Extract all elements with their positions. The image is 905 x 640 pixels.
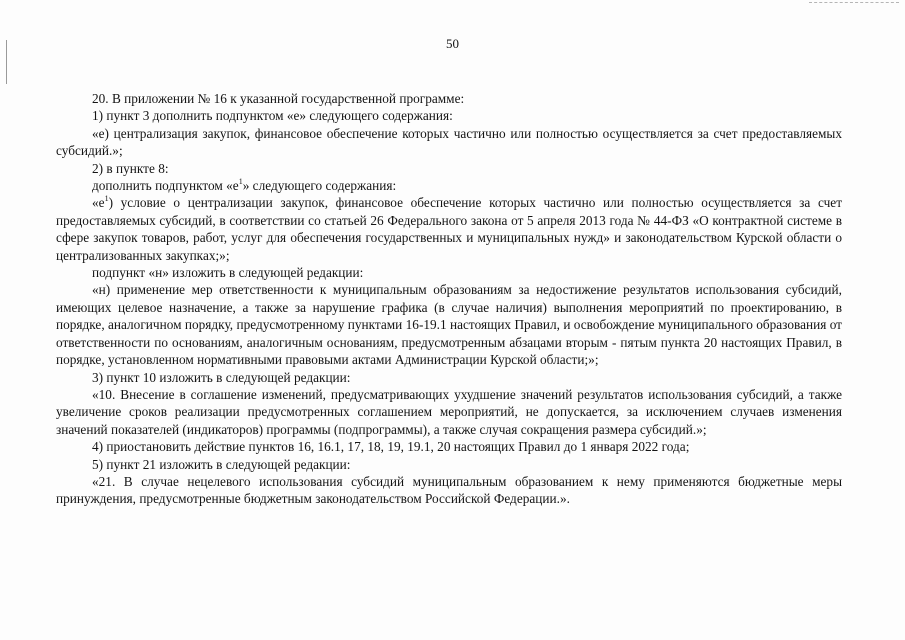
- paragraph: 4) приостановить действие пунктов 16, 16.1, 17, 18, 19, 19.1, 20 настоящих Правил до 1 января 2022 года;: [92, 439, 690, 455]
- page-number: 50: [446, 36, 459, 51]
- paragraph-text: ) условие о централизации закупок, финансовое обеспечение которых частично или полностью осуществляется за счет предоставляемых субсидий, в соответствии со статьей 26 Федерального закона от 5 апреля 2013 года № 44-ФЗ «О контрактной системе в сфере закупок товаров, работ, услуг для обеспечения государственных и муниципальных нужд» и законодательством Курской области о централизованных закупках;»;: [56, 195, 842, 263]
- paragraph-text: «е: [92, 195, 105, 211]
- paragraph: 5) пункт 21 изложить в следующей редакции:: [92, 456, 351, 472]
- paragraph: подпункт «н» изложить в следующей редакции:: [92, 265, 364, 281]
- superscript: 1: [238, 176, 243, 186]
- paragraph: 3) пункт 10 изложить в следующей редакции:: [92, 369, 351, 385]
- paragraph: 20. В приложении № 16 к указанной государственной программе:: [92, 91, 465, 106]
- paragraph: [56, 177, 842, 194]
- paragraph: [56, 194, 842, 264]
- paragraph: 1) пункт 3 дополнить подпунктом «е» следующего содержания:: [92, 108, 453, 124]
- paragraph: «е) централизация закупок, финансовое обеспечение которых частично или полностью осуществляется за счет предоставляемых субсидий.»;: [56, 125, 842, 159]
- scan-corner-mark: [809, 2, 899, 5]
- superscript: 1: [104, 194, 109, 204]
- paragraph: 2) в пункте 8:: [92, 160, 169, 176]
- paragraph: «н) применение мер ответственности к муниципальным образованиям за недостижение результатов использования субсидий, имеющих целевое назначение, а также за нарушение графика (в случае наличия) выполнения мероприятий по проектированию, в порядке, аналогичном порядку, предусмотренному пунктами 16-19.1 настоящих Правил, и освобождение муниципального образования от ответственности по основаниям, аналогичным основаниям, предусмотренным абзацами вторым - пятым пункта 20 настоящих Правил, в порядке, установленном нормативными правовыми актами Администрации Курской области;»;: [56, 282, 842, 368]
- document-body: [56, 90, 842, 508]
- paragraph: «10. Внесение в соглашение изменений, предусматривающих ухудшение значений результатов использования субсидий, а также увеличение сроков реализации предусмотренных соглашением мероприятий, не допускается, за исключением случаев изменения значений показателей (индикаторов) программы (подпрограммы), а также случая сокращения размера субсидий.»;: [56, 386, 842, 437]
- paragraph-text: дополнить подпунктом «е: [92, 178, 239, 194]
- paragraph: «21. В случае нецелевого использования субсидий муниципальным образованием к нему применяются бюджетные меры принуждения, предусмотренные бюджетным законодательством Российской Федерации.».: [56, 473, 842, 507]
- paragraph-text: » следующего содержания:: [242, 178, 397, 194]
